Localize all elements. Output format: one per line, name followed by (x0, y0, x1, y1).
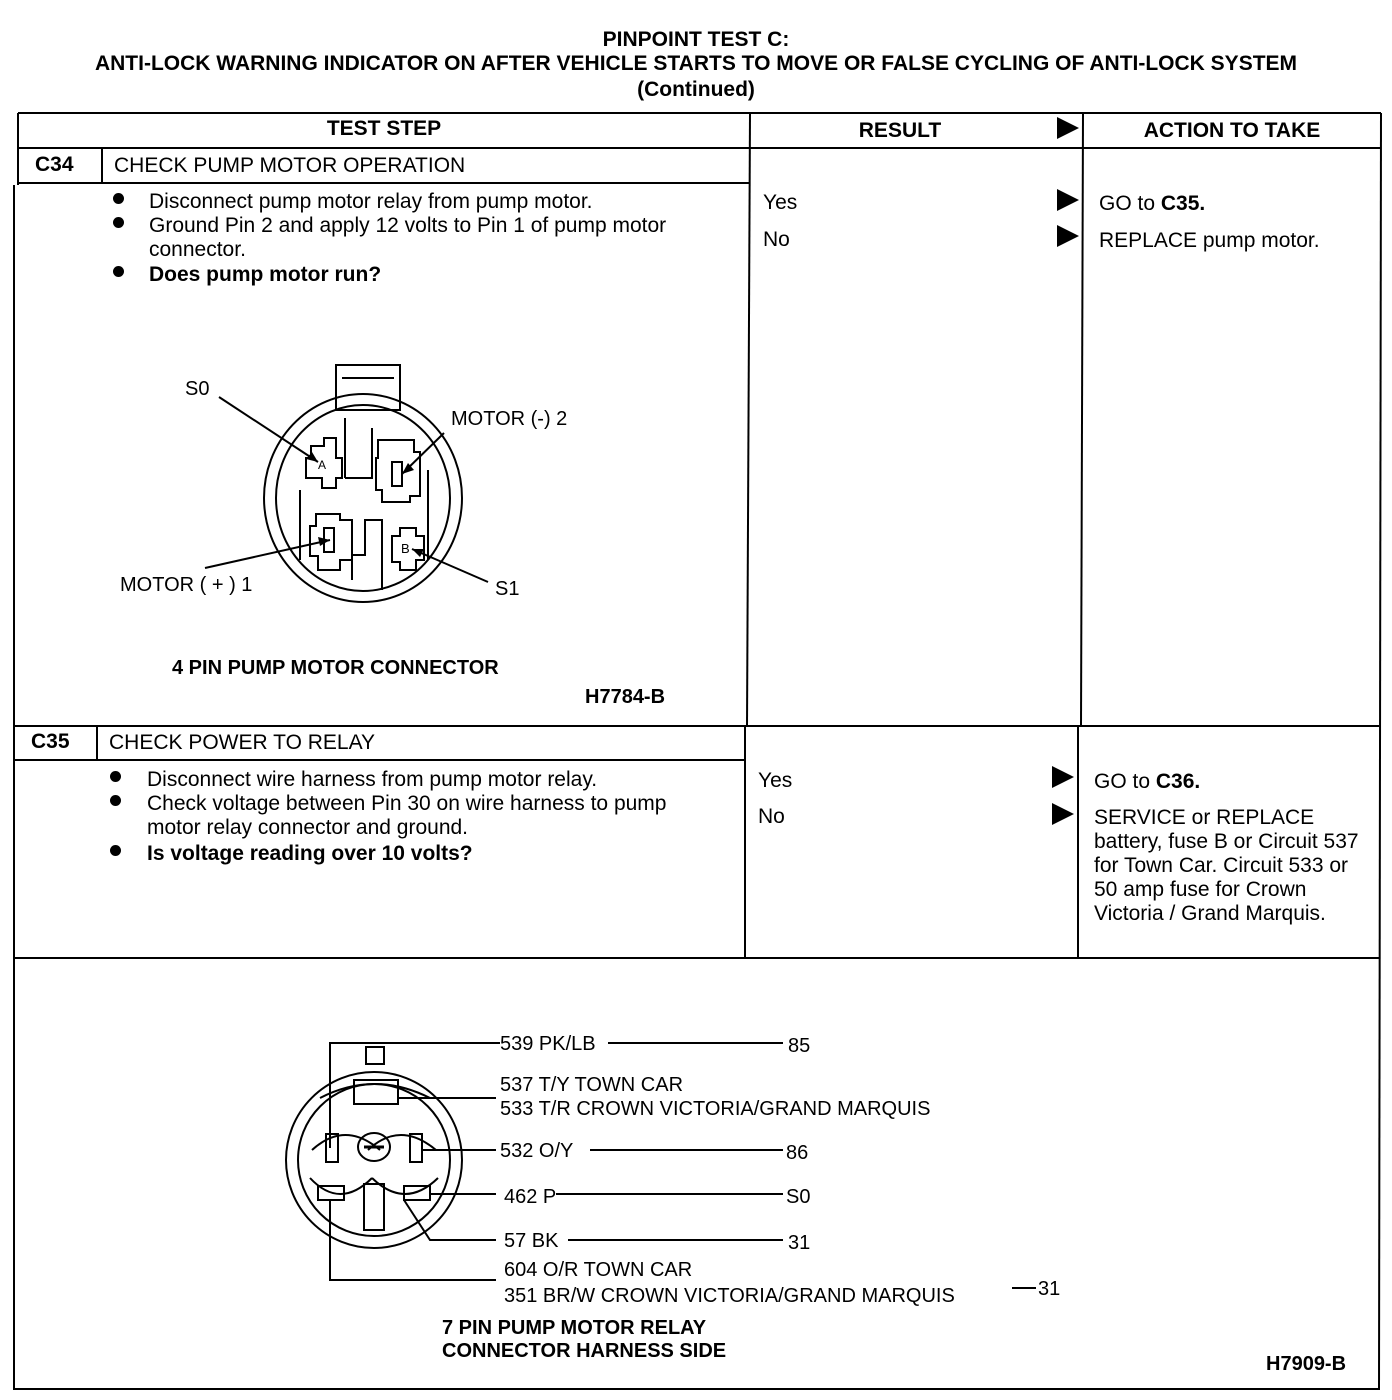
step-heading-c34: CHECK PUMP MOTOR OPERATION (114, 154, 466, 177)
figure-caption-4pin: 4 PIN PUMP MOTOR CONNECTOR (172, 657, 499, 679)
c35-bullet-2: Check voltage between Pin 30 on wire harness to pump motor relay connector and ground. (147, 792, 667, 839)
wire-label-537: 537 T/Y TOWN CAR (500, 1074, 684, 1096)
figure-caption-7pin-line2: CONNECTOR HARNESS SIDE (442, 1340, 727, 1362)
label-s1: S1 (495, 578, 520, 600)
column-header-test-step: TEST STEP (326, 117, 442, 140)
page-title-line1: PINPOINT TEST C: (602, 28, 790, 51)
wire-label-539: 539 PK/LB (500, 1033, 596, 1055)
step-id-c35: C35 (31, 730, 70, 753)
c34-bullet-1: Disconnect pump motor relay from pump motor. (149, 190, 593, 213)
wire-label-57: 57 BK (504, 1230, 559, 1252)
page-title-line2: ANTI-LOCK WARNING INDICATOR ON AFTER VEHICLE STARTS TO MOVE OR FALSE CYCLING OF ANTI-LOCK SYSTEM (94, 52, 1298, 75)
wire-label-462: 462 P (504, 1186, 557, 1208)
wire-label-604: 604 O/R TOWN CAR (504, 1259, 693, 1281)
figure-code-h7784: H7784-B (585, 686, 666, 708)
figure-caption-7pin-line1: 7 PIN PUMP MOTOR RELAY (442, 1317, 707, 1339)
column-header-action: ACTION TO TAKE (1143, 119, 1321, 142)
c34-result-no: No (763, 228, 790, 251)
step-id-c34: C34 (35, 153, 74, 176)
c35-action-no: SERVICE or REPLACE battery, fuse B or Circuit 537 for Town Car. Circuit 533 or 50 amp fuse for Crown Victoria / Grand Marquis. (1094, 806, 1359, 925)
pin-label-b: B (401, 541, 410, 556)
label-motor-pos: MOTOR ( + ) 1 (120, 574, 253, 596)
wire-label-532: 532 O/Y (500, 1140, 574, 1162)
c34-result-yes: Yes (763, 191, 798, 214)
wire-pin-86: 86 (786, 1142, 809, 1164)
wire-label-533: 533 T/R CROWN VICTORIA/GRAND MARQUIS (500, 1098, 931, 1120)
wire-pin-s0: S0 (786, 1186, 811, 1208)
wire-pin-31b: 31 (1038, 1278, 1061, 1300)
c34-bullet-3: Does pump motor run? (149, 263, 382, 286)
c35-result-no: No (758, 805, 785, 828)
c35-bullet-1: Disconnect wire harness from pump motor relay. (147, 768, 598, 791)
c34-bullet-2: Ground Pin 2 and apply 12 volts to Pin 1 of pump motor connector. (149, 214, 667, 261)
label-motor-neg: MOTOR (-) 2 (451, 408, 568, 430)
figure-code-h7909: H7909-B (1266, 1353, 1347, 1375)
step-heading-c35: CHECK POWER TO RELAY (109, 731, 376, 754)
c34-action-yes: GO to C35. (1099, 192, 1206, 215)
pin-label-a: A (318, 458, 327, 472)
wire-pin-31a: 31 (788, 1232, 811, 1254)
wire-pin-85: 85 (788, 1035, 811, 1057)
c35-action-yes: GO to C36. (1094, 770, 1201, 793)
c34-action-no: REPLACE pump motor. (1099, 229, 1320, 252)
label-s0: S0 (185, 378, 210, 400)
c35-result-yes: Yes (758, 769, 793, 792)
c35-bullet-3: Is voltage reading over 10 volts? (147, 842, 473, 865)
page-title-line3: (Continued) (637, 78, 755, 101)
column-header-result: RESULT (858, 119, 942, 142)
wire-label-351: 351 BR/W CROWN VICTORIA/GRAND MARQUIS (504, 1285, 955, 1307)
